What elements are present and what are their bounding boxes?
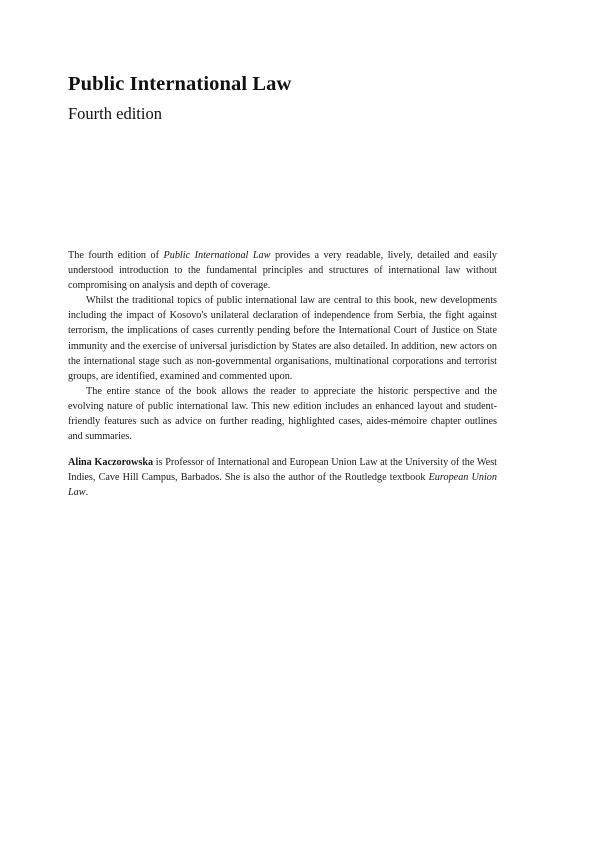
description-paragraph-1 <box>68 248 497 293</box>
author-bio-start: is Professor of International and European Union Law at the University of the West Indies, Cave Hill Campus, Barbados. She is also the author of the Routledge textbook <box>68 457 498 484</box>
author-name: Alina Kaczorowska <box>68 457 154 469</box>
book-title-reference: Public International Law <box>163 250 271 261</box>
other-book-title: European Union Law <box>68 472 497 499</box>
book-title: Public International Law <box>68 73 292 95</box>
description-paragraph-3: The entire stance of the book allows the reader to appreciate the historic perspective and the evolving nature of public international law. This new edition includes an enhanced layout and student-friendly features such as advice on further reading, highlighted cases, aides-mémoire chapter outlines and summaries. <box>68 385 497 443</box>
book-description <box>68 248 497 501</box>
edition-subtitle: Fourth edition <box>68 104 162 123</box>
author-bio-end: . <box>85 487 89 499</box>
author-bio <box>68 455 497 500</box>
description-paragraph-2: Whilst the traditional topics of public international law are central to this book, new developments including the impact of Kosovo's unilateral declaration of independence from Serbia, the fight against terrorism, the implications of cases currently pending before the International Court of Justice on State immunity and the exercise of universal jurisdiction by States are also detailed. In addition, new actors on the international stage such as non-governmental organisations, multinational corporations and terrorist groups, are identified, examined and commented upon. <box>68 295 497 382</box>
p1-end: provides a very readable, lively, detailed and easily understood introduction to the fundamental principles and structures of international law without compromising on analysis and depth of coverage. <box>68 250 497 292</box>
p1-start: The fourth edition of <box>68 250 164 261</box>
